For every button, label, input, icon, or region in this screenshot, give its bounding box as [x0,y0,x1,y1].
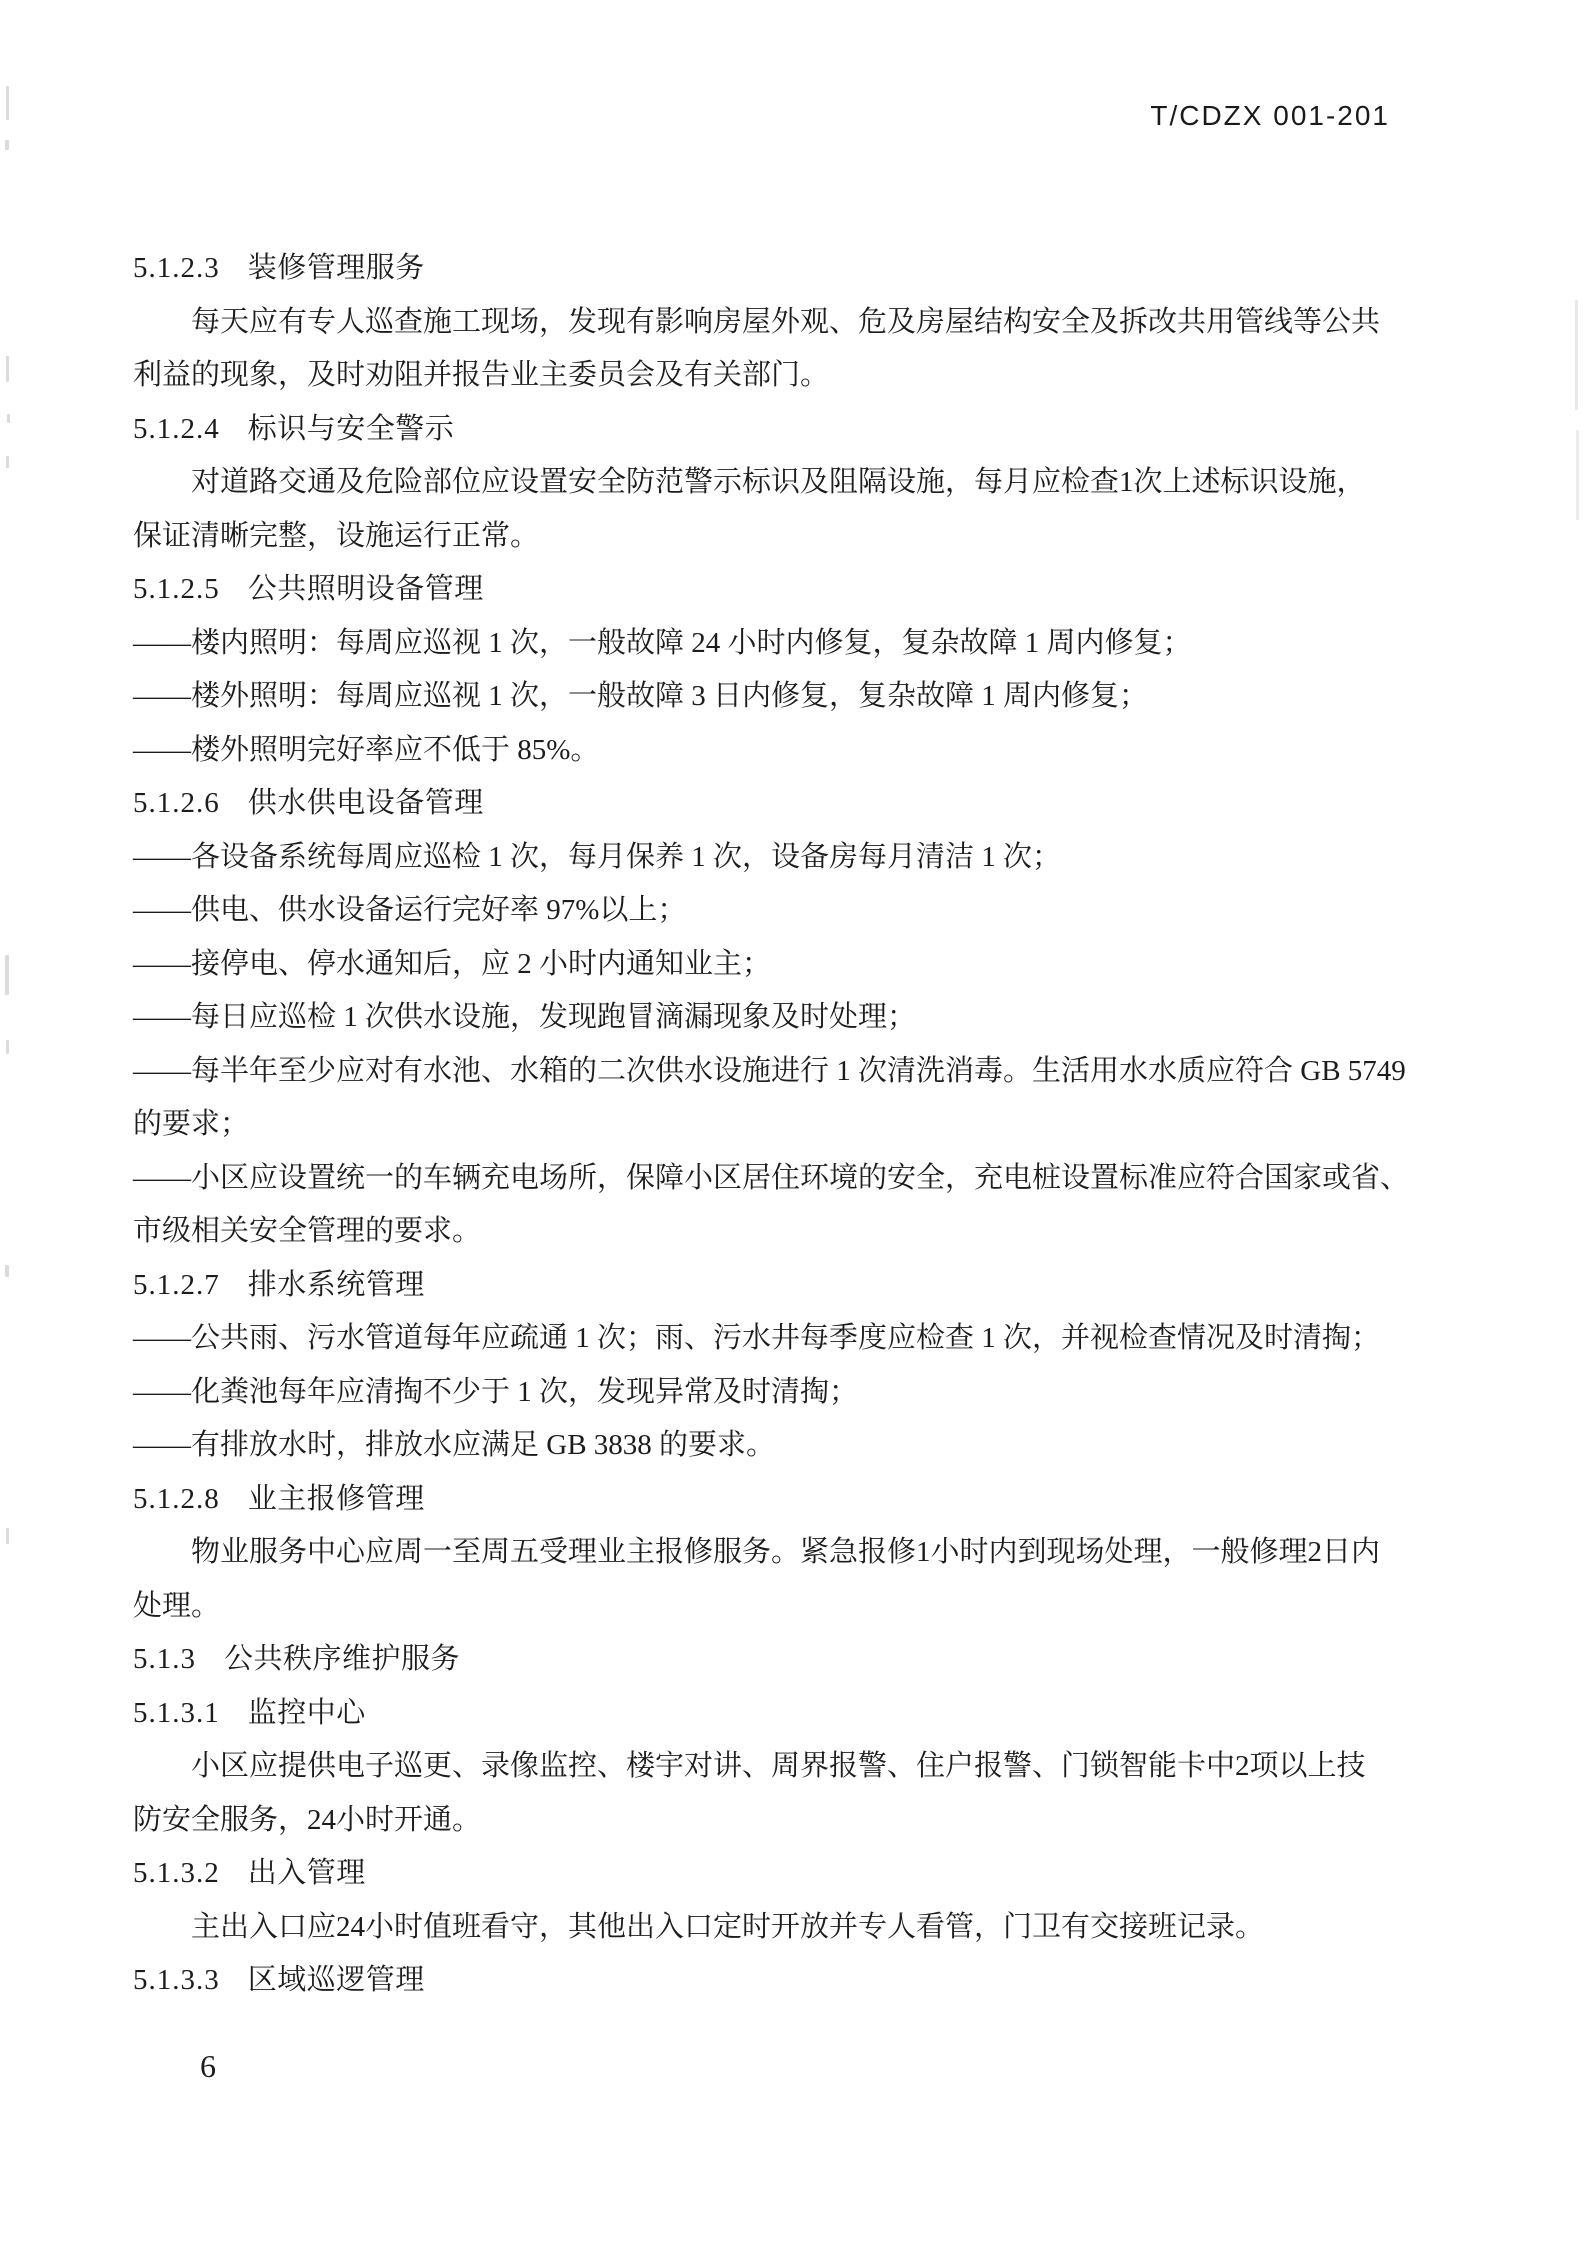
dash-item-line: ——每半年至少应对有水池、水箱的二次供水设施进行 1 次清洗消毒。生活用水水质应符合 GB 5749 [133,1054,1406,1087]
scan-artifact [1575,300,1578,410]
clause-heading [133,1847,1395,1901]
clause-title: 业主报修管理 [247,1482,425,1515]
scan-artifact [6,1040,9,1054]
clause-number: 5.1.3 [133,1643,196,1675]
paragraph-line: 对道路交通及危险部位应设置安全防范警示标识及阻隔设施，每月应检查1次上述标识设施， [191,466,1366,498]
clause-title: 排水系统管理 [247,1268,425,1301]
clause-heading [133,403,1395,457]
scan-artifact [6,356,9,382]
dash-item-line: ——各设备系统每周应巡检 1 次，每月保养 1 次，设备房每月清洁 1 次； [133,840,1062,873]
clause-title: 供水供电设备管理 [247,787,484,819]
document-body [133,242,1410,2008]
scan-artifact [5,955,9,995]
dash-item-line: ——楼外照明完好率应不低于 85%。 [133,733,600,766]
dash-item-line: ——小区应设置统一的车辆充电场所，保障小区居住环境的安全，充电桩设置标准应符合国家或省、 [133,1161,1410,1194]
paragraph-line: 利益的现象，及时劝阻并报告业主委员会及有关部门。 [133,359,830,391]
clause-title: 区域巡逻管理 [247,1964,425,1996]
scan-artifact [1576,430,1579,520]
page-number: 6 [200,2048,216,2084]
clause-number: 5.1.2.4 [133,412,220,445]
clause-number: 5.1.2.8 [133,1482,220,1515]
clause-heading [133,1954,1395,2008]
dash-item-line: ——有排放水时，排放水应满足 GB 3838 的要求。 [133,1429,776,1461]
dash-item-line: ——楼外照明：每周应巡视 1 次，一般故障 3 日内修复，复杂故障 1 周内修复； [133,680,1149,712]
dash-item-line: ——化粪池每年应清掏不少于 1 次，发现异常及时清掏； [133,1375,859,1408]
dash-item-line: 的要求； [133,1108,250,1140]
paragraph-line: 每天应有专人巡查施工现场，发现有影响房屋外观、危及房屋结构安全及拆改共用管线等公共 [191,305,1381,338]
standard-number: T/CDZX 001-201 [1150,100,1390,131]
dash-item-line: ——楼内照明：每周应巡视 1 次，一般故障 24 小时内修复，复杂故障 1 周内修复； [133,626,1192,659]
clause-number: 5.1.2.3 [133,252,220,284]
clause-heading [133,1259,1395,1313]
clause-number: 5.1.2.5 [133,573,220,605]
clause-title: 公共秩序维护服务 [224,1643,461,1675]
clause-heading [133,777,1395,831]
clause-number: 5.1.2.7 [133,1268,220,1301]
clause-title: 出入管理 [247,1857,366,1889]
clause-number: 5.1.3.3 [133,1964,220,1996]
dash-item-line: 市级相关安全管理的要求。 [133,1215,482,1247]
dash-item-line: ——公共雨、污水管道每年应疏通 1 次；雨、污水井每季度应检查 1 次，并视检查情况及时清掏； [133,1322,1381,1354]
scan-artifact [7,414,10,423]
paragraph-line: 小区应提供电子巡更、录像监控、楼宇对讲、周界报警、住户报警、门锁智能卡中2项以上技 [191,1750,1366,1782]
paragraph-line: 保证清晰完整，设施运行正常。 [133,519,540,552]
clause-heading [133,1473,1395,1527]
clause-number: 5.1.3.1 [133,1696,220,1729]
paragraph-line: 处理。 [133,1589,221,1622]
clause-heading [133,563,1395,617]
scan-artifact [5,1265,9,1277]
scan-artifact [6,456,9,468]
clause-heading [133,1633,1395,1687]
scan-artifact [5,140,9,150]
dash-item-line: ——供电、供水设备运行完好率 97%以上； [133,894,687,926]
clause-heading [133,1687,1395,1741]
clause-number: 5.1.2.6 [133,787,220,819]
clause-title: 监控中心 [247,1696,366,1729]
paragraph-line: 物业服务中心应周一至周五受理业主报修服务。紧急报修1小时内到现场处理，一般修理2日内 [191,1536,1381,1568]
dash-item-line: ——每日应巡检 1 次供水设施，发现跑冒滴漏现象及时处理； [133,1001,917,1033]
clause-title: 标识与安全警示 [247,412,455,445]
paragraph-line: 防安全服务，24小时开通。 [133,1803,482,1836]
clause-title: 装修管理服务 [247,252,425,284]
paragraph-line: 主出入口应24小时值班看守，其他出入口定时开放并专人看管，门卫有交接班记录。 [191,1910,1265,1943]
scan-artifact [6,1528,9,1544]
clause-title: 公共照明设备管理 [247,573,484,605]
scan-artifact [6,86,9,120]
dash-item-line: ——接停电、停水通知后，应 2 小时内通知业主； [133,947,772,980]
clause-heading [133,242,1395,296]
clause-number: 5.1.3.2 [133,1857,220,1889]
